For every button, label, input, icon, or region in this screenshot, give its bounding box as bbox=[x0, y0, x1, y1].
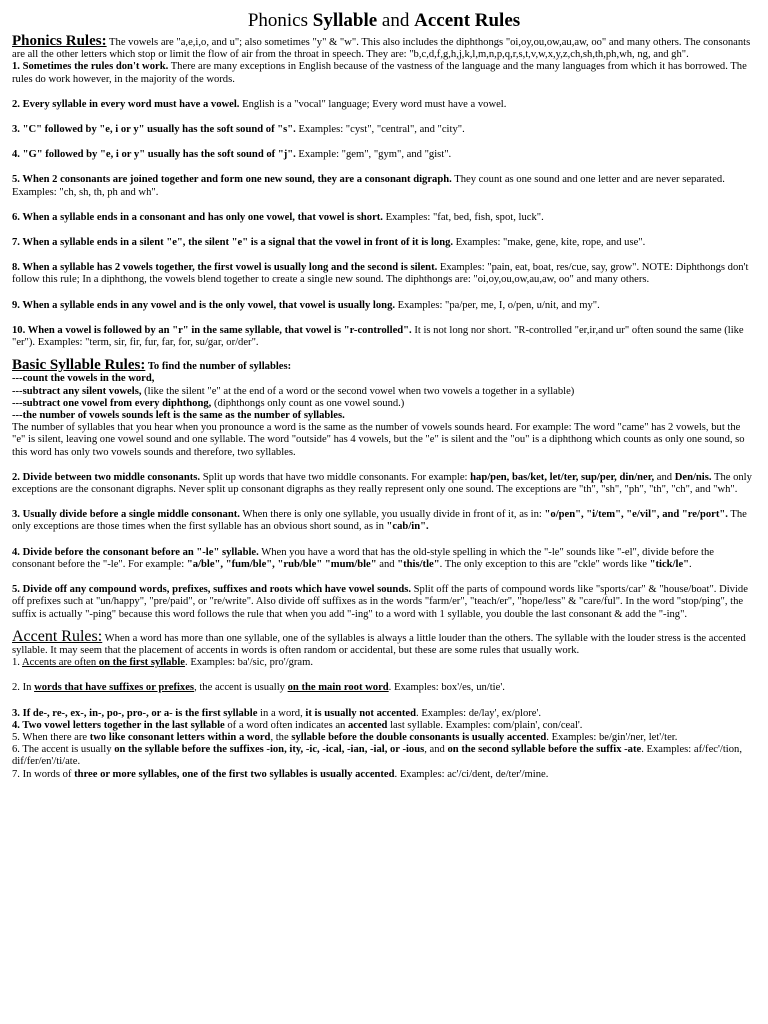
basic-heading: Basic Syllable Rules: bbox=[12, 357, 146, 374]
basic-syllable-section bbox=[12, 359, 756, 620]
phonics-rule-2: 2. Every syllable in every word must have a vowel. English is a "vocal" language; Every word must have a vowel. bbox=[12, 98, 507, 110]
accent-rule-6: 6. The accent is usually on the syllable before the suffixes -ion, ity, -ic, -ical, -ian, -ial, or -ious, and on the second syllable before the suffix -ate. Examples: af/fec'/tion, dif/fer/en'/ti/ate. bbox=[12, 744, 742, 768]
basic-step-2: ---subtract any silent vowels, (like the silent "e" at the end of a word or the second vowel when two vowels a together in a syllable) bbox=[12, 385, 575, 397]
phonics-heading: Phonics Rules: bbox=[12, 33, 107, 49]
basic-step-3: ---subtract one vowel from every diphthong, (diphthongs only count as one vowel sound.) bbox=[12, 397, 405, 409]
accent-rule-3: 3. If de-, re-, ex-, in-, po-, pro-, or a- is the first syllable in a word, it is usually not accented. Examples: de/lay', ex/plore'. bbox=[12, 707, 542, 719]
page-title: Phonics Syllable and Accent Rules bbox=[247, 10, 521, 31]
accent-intro: Accent Rules: When a word has more than one syllable, one of the syllables is always a little louder than the others. The syllable with the louder stress is the accented syllable. It may seem that the placement of accents in words is often random or accidental, but these are some rules that usually work. bbox=[12, 627, 746, 656]
accent-rule-1: 1. Accents are often on the first syllable. Examples: ba'/sic, pro'/gram. bbox=[12, 657, 313, 669]
accent-rule-7: 7. In words of three or more syllables, one of the first two syllables is usually accented. Examples: ac'/ci/dent, de/ter'/mine. bbox=[12, 768, 549, 780]
phonics-section bbox=[12, 35, 756, 349]
phonics-rule-6: 6. When a syllable ends in a consonant and has only one vowel, that vowel is short. Examples: "fat, bed, fish, spot, luck". bbox=[12, 211, 544, 223]
phonics-rule-9: 9. When a syllable ends in any vowel and is the only vowel, that vowel is usually long. Examples: "pa/per, me, I, o/pen, u/nit, and my". bbox=[12, 299, 600, 311]
phonics-rule-5: 5. When 2 consonants are joined together and form one new sound, they are a consonant digraph. They count as one sound and one letter and are never separated. Examples: "ch, sh, th, ph and wh". bbox=[12, 174, 725, 198]
phonics-rule-3: 3. "C" followed by "e, i or y" usually has the soft sound of "s". Examples: "cyst", "central", and "city". bbox=[12, 124, 465, 136]
phonics-intro: Phonics Rules: The vowels are "a,e,i,o, and u"; also sometimes "y" & "w". This also includes the diphthongs "oi,oy,ou,ow,au,aw, oo" and many others. The consonants are all the other letters which stop or limit the flow of air from the throat in speech. They are: "b,c,d,f,g,h,j,k,l,m,n,p,q,r,s,t,v,w,x,y,z,ch,sh,th,ph,wh, ng, and gh". bbox=[12, 33, 751, 61]
basic-rule-2: 2. Divide between two middle consonants. Split up words that have two middle consonants. For example: hap/pen, bas/ket, let/ter, sup/per, din/ner, and Den/nis. The only exceptions are the consonant digraphs. Never split up consonant digraphs as they really represent only one sound. The exceptions are "th", "sh", "ph", "th", "ch", and "wh". bbox=[12, 471, 752, 496]
basic-step-4: ---the number of vowels sounds left is the same as the number of syllables. bbox=[12, 410, 345, 422]
accent-rule-4: 4. Two vowel letters together in the last syllable of a word often indicates an accented last syllable. Examples: com/plain', con/ceal'. bbox=[12, 719, 583, 731]
accent-section bbox=[12, 627, 756, 781]
phonics-rule-7: 7. When a syllable ends in a silent "e", the silent "e" is a signal that the vowel in front of it is long. Examples: "make, gene, kite, rope, and use". bbox=[12, 237, 646, 249]
phonics-rule-1: 1. Sometimes the rules don't work. There are many exceptions in English because of the vastness of the language and the many languages from which it has borrowed. The rules do work however, in the majority of the words. bbox=[12, 61, 747, 85]
basic-rule-4: 4. Divide before the consonant before an "-le" syllable. When you have a word that has the old-style spelling in which the "-le" sounds like "-el", divide before the consonant before the "-le". For example: "a/ble", "fum/ble", "rub/ble" "mum/ble" and "this/tle". The only exception to this are "ckle" words like "tick/le". bbox=[12, 546, 714, 570]
basic-explanation: The number of syllables that you hear when you pronounce a word is the same as the number of vowels sounds heard. For example: The word "came" has 2 vowels, but the "e" is silent, leaving one vowel sound and one syllable. The word "outside" has 4 vowels, but the "e" is silent and the "ou" is a diphthong which counts as only one sound, so this word has only two vowels sounds and therefore, two syllables. bbox=[12, 422, 745, 458]
accent-rule-2: 2. In words that have suffixes or prefixes, the accent is usually on the main root word. Examples: box'/es, un/tie'. bbox=[12, 682, 505, 694]
phonics-rule-4: 4. "G" followed by "e, i or y" usually has the soft sound of "j". Example: "gem", "gym", and "gist". bbox=[12, 149, 452, 161]
basic-rule-5: 5. Divide off any compound words, prefixes, suffixes and roots which have vowel sounds. Split off the parts of compound words like "sports/car" & "house/boat". Divide off prefixes such at "un/happy", "pre/paid", or "re/write". Also divide off suffixes as in the words "farm/er", "teach/er", "hope/less" & "care/ful". In the word "stop/ping", the suffix is actually "-ping" because this word follows the rule that when you add "-ing" to a word with 1 syllable, you double the last consonant & add the "-ing". bbox=[12, 584, 748, 620]
phonics-rule-8: 8. When a syllable has 2 vowels together, the first vowel is usually long and the second is silent. Examples: "pain, eat, boat, res/cue, say, grow". NOTE: Diphthongs don't follow this rule; In a diphthong, the vowels blend together to create a single new sound. The diphthongs are: "oi,oy,ou,ow,au,aw, oo" and many others. bbox=[12, 262, 749, 286]
basic-heading-line: Basic Syllable Rules: To find the number of syllables: bbox=[12, 357, 292, 374]
basic-rule-3: 3. Usually divide before a single middle consonant. When there is only one syllable, you usually divide in front of it, as in: "o/pen", "i/tem", "e/vil", and "re/port". The only exceptions are those times when the first syllable has an obvious short sound, as in "cab/in". bbox=[12, 509, 747, 533]
accent-heading: Accent Rules: bbox=[12, 627, 103, 645]
basic-step-1: ---count the vowels in the word, bbox=[12, 373, 155, 385]
accent-rule-5: 5. When there are two like consonant letters within a word, the syllable before the double consonants is usually accented. Examples: be/gin'/ner, let'/ter. bbox=[12, 731, 678, 743]
phonics-rule-10: 10. When a vowel is followed by an "r" in the same syllable, that vowel is "r-controlled". It is not long nor short. "R-controlled "er,ir,and ur" often sound the same (like "er"). Examples: "term, sir, fir, fur, far, for, su/gar, or/der". bbox=[12, 324, 744, 349]
